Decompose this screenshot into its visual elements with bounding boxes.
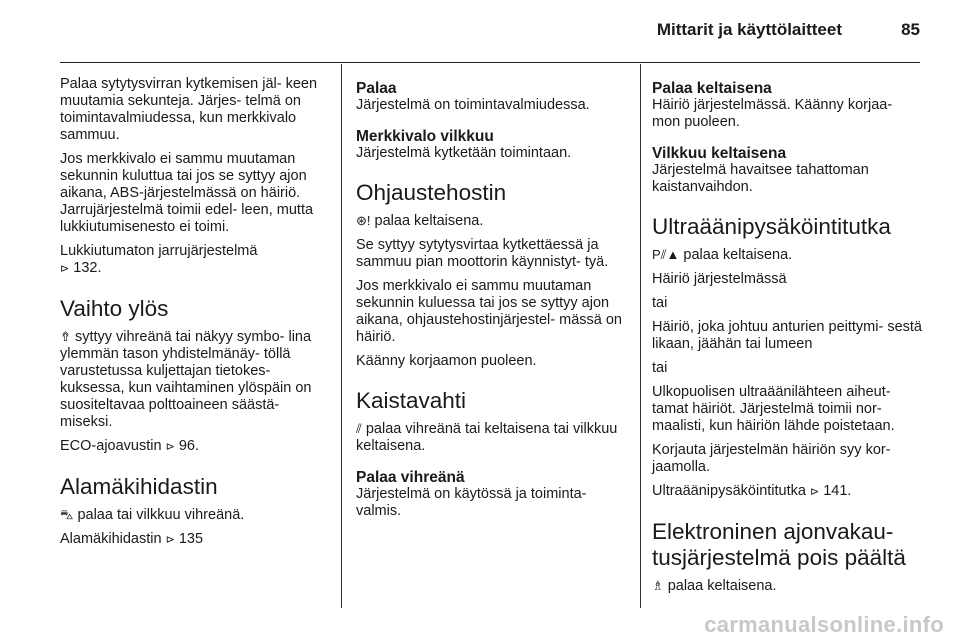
page-ref-arrow-icon: ⊳: [165, 534, 175, 546]
ohjaus-fault-paragraph: Jos merkkivalo ei sammu muutaman sekunnin kuluessa tai jos se syttyy ajon aikana, ohjaustehostinjärjestel- mässä on häiriö.: [356, 278, 622, 345]
lane-departure-icon: ⫽: [356, 421, 362, 436]
eco-reference-text: ECO-ajoavustin: [60, 438, 162, 454]
kaista-text: palaa vihreänä tai keltaisena tai vilkkuu keltaisena.: [356, 421, 618, 454]
ultra-text: palaa keltaisena.: [683, 247, 793, 263]
subheading-palaa-keltaisena: Palaa keltaisena: [652, 80, 772, 97]
subheading-merkkivalo-vilkkuu: Merkkivalo vilkkuu: [356, 128, 494, 145]
vilkkuu-text: Järjestelmä kytketään toimintaan.: [356, 145, 572, 161]
ultra-paragraph: [652, 246, 924, 264]
ultra-reference: [652, 483, 924, 501]
section-heading-kaistavahti: Kaistavahti: [356, 388, 467, 413]
esc-off-text: palaa keltaisena.: [667, 578, 777, 594]
column-1: [60, 64, 328, 609]
ohjaus-paragraph: [356, 212, 626, 230]
ohjaus-syttyy-paragraph: Se syttyy sytytysvirtaa kytkettäessä ja sammuu pian moottorin käynnistyt- tyä.: [356, 237, 609, 270]
page-ref-arrow-icon: ⊳: [809, 486, 820, 498]
descent-control-icon: ⛍: [60, 507, 74, 522]
abs-reference-link[interactable]: 132.: [73, 260, 102, 276]
palaa-text: Järjestelmä on toimintavalmiudessa.: [356, 97, 590, 113]
abs-intro-paragraph: Palaa sytytysvirran kytkemisen jäl- keen muutamia sekunteja. Järjes- telmä on toimintavalmiudessa, kun merkkivalo sammuu.: [60, 76, 318, 143]
vihrea-text: Järjestelmä on käytössä ja toiminta- valmis.: [356, 486, 587, 519]
abs-fault-paragraph: Jos merkkivalo ei sammu muutaman sekunnin kuluttua tai jos se syttyy ajon aikana, ABS-järjestelmässä on häiriö. Jarrujärjestelmä toimii edel- leen, mutta lukkiutumisenesto ei toimi.: [60, 151, 314, 235]
section-heading-ultraaanipysakointitutka: Ultraäänipysäköintitutka: [652, 214, 891, 239]
abs-reference: [60, 243, 328, 278]
column-divider-1: [341, 64, 342, 608]
esc-off-paragraph: [652, 577, 924, 595]
vaihto-text: syttyy vihreänä tai näkyy symbo- lina ylemmän tason yhdistelmänäy- töllä varustetussa kuljettajan tietokes- kuksessa, kun vaihtaminen ylöspäin on suositeltavaa polttoaineen säästä- miseksi.: [60, 329, 312, 430]
column-2: [356, 64, 626, 609]
keltainen-text: Häiriö järjestelmässä. Käänny korjaa- mon puoleen.: [652, 97, 893, 130]
esc-off-icon: ♗: [652, 578, 664, 593]
kaista-paragraph: [356, 420, 626, 455]
section-heading-vaihto-ylos: Vaihto ylös: [60, 296, 169, 321]
ohjaus-workshop-paragraph: Käänny korjaamon puoleen.: [356, 353, 537, 369]
ohjaus-text: palaa keltaisena.: [374, 213, 484, 229]
vilkkuu-keltainen-text: Järjestelmä havaitsee tahattoman kaistanvaihdon.: [652, 162, 869, 195]
ultra-tai-1: tai: [652, 295, 668, 311]
subheading-palaa-vihreana: Palaa vihreänä: [356, 469, 465, 486]
watermark-brand: carmanualsonline.info: [704, 612, 944, 637]
ultra-reference-link[interactable]: 141.: [823, 483, 852, 499]
subheading-palaa: Palaa: [356, 80, 397, 97]
ultra-workshop-paragraph: Korjauta järjestelmän häiriön syy kor- jaamolla.: [652, 442, 891, 475]
section-heading-ohjaustehostin: Ohjaustehostin: [356, 180, 507, 205]
page-header: [60, 0, 920, 63]
column-3: [652, 64, 924, 609]
alamaki-reference-text: Alamäkihidastin: [60, 531, 162, 547]
ultra-external-paragraph: Ulkopuolisen ultraäänilähteen aiheut- tamat häiriöt. Järjestelmä toimii nor- maalisti, kun häiriön lähde poistetaan.: [652, 384, 895, 434]
subheading-vilkkuu-keltaisena: Vilkkuu keltaisena: [652, 145, 787, 162]
ultra-hairio-paragraph: Häiriö järjestelmässä: [652, 271, 787, 287]
eco-reference: [60, 438, 328, 456]
vaihto-paragraph: [60, 328, 328, 431]
alamaki-reference: [60, 531, 328, 549]
ultra-dirt-paragraph: Häiriö, joka johtuu anturien peittymi- sestä likaan, jäähän tai lumeen: [652, 319, 922, 352]
section-heading-esc-off: Elektroninen ajonvakau- tusjärjestelmä pois päältä: [652, 519, 906, 570]
alamaki-text: palaa tai vilkkuu vihreänä.: [77, 507, 245, 523]
ultra-reference-text: Ultraäänipysäköintitutka: [652, 483, 806, 499]
column-divider-2: [640, 64, 641, 608]
abs-reference-text: Lukkiutumaton jarrujärjestelmä: [60, 243, 258, 259]
page-ref-arrow-icon: ⊳: [60, 263, 70, 275]
shift-up-icon: ⇮: [60, 329, 71, 344]
power-steering-icon: ⊛!: [356, 213, 371, 228]
page-number: 85: [901, 20, 920, 39]
eco-reference-link[interactable]: 96.: [178, 438, 199, 454]
alamaki-reference-link[interactable]: 135: [178, 531, 204, 547]
parking-sensor-icon: P⫽▲: [652, 247, 680, 262]
ultra-tai-2: tai: [652, 360, 668, 376]
page-ref-arrow-icon: ⊳: [165, 441, 175, 453]
page-title: Mittarit ja käyttölaitteet: [656, 20, 842, 39]
alamaki-paragraph: [60, 506, 328, 524]
section-heading-alamakihidastin: Alamäkihidastin: [60, 474, 218, 499]
